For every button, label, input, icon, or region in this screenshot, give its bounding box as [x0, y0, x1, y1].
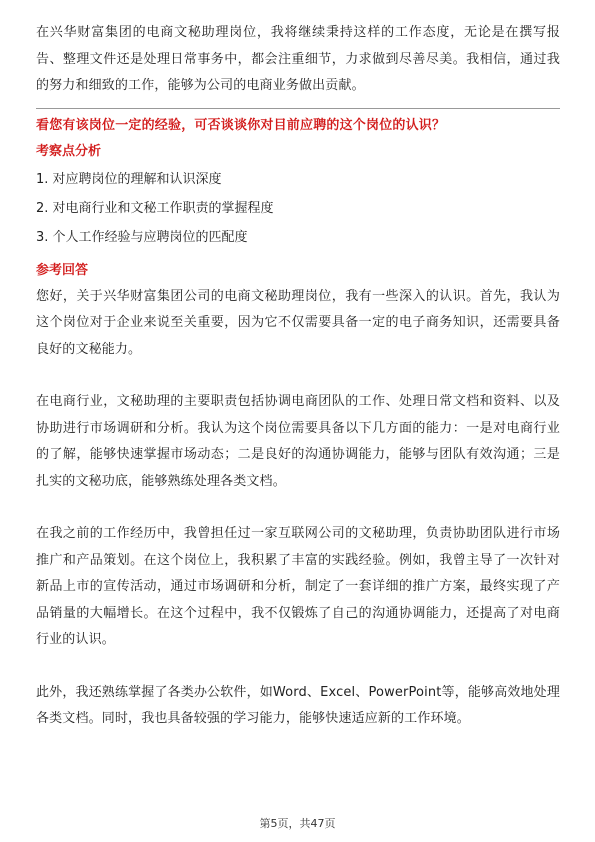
section-divider — [36, 108, 560, 109]
answer-paragraph: 在电商行业，文秘助理的主要职责包括协调电商团队的工作、处理日常文档和资料、以及协助进行市场调研和分析。我认为这个岗位需要具备以下几方面的能力：一是对电商行业的了解，能够快速掌握市场动态；二是良好的沟通协调能力，能够与团队有效沟通；三是扎实的文秘功底，能够熟练处理各类文档。 — [36, 394, 560, 489]
answer-title: 参考回答 — [36, 262, 89, 278]
analysis-points — [36, 165, 560, 252]
intro-paragraph: 在兴华财富集团的电商文秘助理岗位，我将继续秉持这样的工作态度，无论是在撰写报告、整理文件还是处理日常事务中，都会注重细节，力求做到尽善尽美。我相信，通过我的努力和细致的工作，能够为公司的电商业务做出贡献。 — [36, 25, 560, 93]
answer-paragraph: 在我之前的工作经历中，我曾担任过一家互联网公司的文秘助理，负责协助团队进行市场推广和产品策划。在这个岗位上，我积累了丰富的实践经验。例如，我曾主导了一次针对新品上市的宣传活动，通过市场调研和分析，制定了一套详细的推广方案，最终实现了产品销量的大幅增长。在这个过程中，我不仅锻炼了自己的沟通协调能力，还提高了对电商行业的认识。 — [36, 526, 560, 647]
analysis-title: 考察点分析 — [36, 143, 102, 159]
answer-paragraph: 您好，关于兴华财富集团公司的电商文秘助理岗位，我有一些深入的认识。首先，我认为这个岗位对于企业来说至关重要，因为它不仅需要具备一定的电子商务知识，还需要具备良好的文秘能力。 — [36, 288, 560, 357]
paragraph-gap — [36, 363, 560, 389]
analysis-point: 3. 个人工作经验与应聘岗位的匹配度 — [36, 229, 248, 245]
interview-question: 看您有该岗位一定的经验，可否谈谈你对目前应聘的这个岗位的认识？ — [36, 117, 446, 133]
page-number: 第5页，共47页 — [259, 817, 336, 830]
analysis-point: 2. 对电商行业和文秘工作职责的掌握程度 — [36, 200, 274, 216]
answer-paragraph: 此外，我还熟练掌握了各类办公软件，如Word、Excel、PowerPoint等，能够高效地处理各类文档。同时，我也具备较强的学习能力，能够快速适应新的工作环境。 — [36, 684, 560, 726]
document-page — [36, 20, 560, 733]
paragraph-gap — [36, 495, 560, 521]
analysis-point: 1. 对应聘岗位的理解和认识深度 — [36, 171, 222, 187]
paragraph-gap — [36, 654, 560, 680]
